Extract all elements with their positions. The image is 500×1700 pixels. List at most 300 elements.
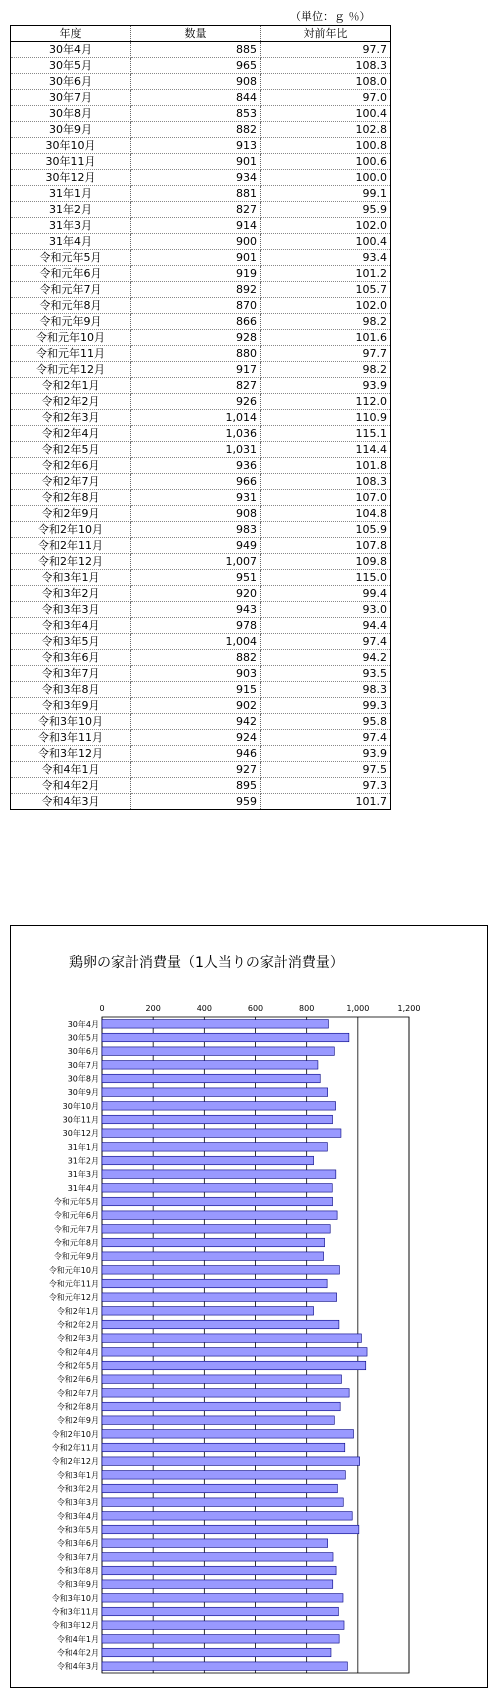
ratio-cell: 98.2 <box>261 314 391 330</box>
month-cell: 令和4年2月 <box>11 778 131 794</box>
category-label: 令和2年9月 <box>56 1416 99 1426</box>
quantity-cell: 943 <box>131 602 261 618</box>
ratio-cell: 109.8 <box>261 554 391 570</box>
category-label: 30年10月 <box>62 1101 99 1111</box>
bar <box>102 1375 341 1383</box>
table-row <box>11 90 391 106</box>
table-row <box>11 330 391 346</box>
header-ratio: 対前年比 <box>261 26 391 42</box>
month-cell: 30年9月 <box>11 122 131 138</box>
month-cell: 令和元年10月 <box>11 330 131 346</box>
quantity-cell: 934 <box>131 170 261 186</box>
quantity-cell: 915 <box>131 682 261 698</box>
table-row <box>11 394 391 410</box>
category-label: 31年4月 <box>67 1183 99 1193</box>
quantity-cell: 928 <box>131 330 261 346</box>
bar <box>102 1430 353 1438</box>
table-row <box>11 42 391 58</box>
quantity-cell: 931 <box>131 490 261 506</box>
bar <box>102 1266 339 1274</box>
category-label: 令和元年11月 <box>48 1279 99 1289</box>
bar <box>102 1621 344 1629</box>
ratio-cell: 112.0 <box>261 394 391 410</box>
table-row <box>11 378 391 394</box>
category-label: 令和3年8月 <box>56 1566 99 1576</box>
month-cell: 令和3年7月 <box>11 666 131 682</box>
category-label: 30年6月 <box>67 1047 99 1057</box>
quantity-cell: 908 <box>131 506 261 522</box>
table-row <box>11 538 391 554</box>
bar <box>102 1170 336 1178</box>
quantity-cell: 920 <box>131 586 261 602</box>
bar <box>102 1102 336 1110</box>
quantity-cell: 895 <box>131 778 261 794</box>
month-cell: 令和3年3月 <box>11 602 131 618</box>
quantity-cell: 926 <box>131 394 261 410</box>
table-row <box>11 346 391 362</box>
category-label: 令和3年1月 <box>56 1470 99 1480</box>
ratio-cell: 98.3 <box>261 682 391 698</box>
category-label: 30年7月 <box>67 1060 99 1070</box>
bar <box>102 1143 327 1151</box>
month-cell: 令和元年7月 <box>11 282 131 298</box>
quantity-cell: 844 <box>131 90 261 106</box>
category-label: 令和3年10月 <box>51 1593 99 1603</box>
chart-panel <box>10 925 488 1688</box>
quantity-cell: 892 <box>131 282 261 298</box>
month-cell: 令和3年10月 <box>11 714 131 730</box>
quantity-cell: 917 <box>131 362 261 378</box>
ratio-cell: 101.7 <box>261 794 391 810</box>
x-tick-label: 1,200 <box>397 1004 421 1013</box>
category-label: 令和3年7月 <box>56 1552 99 1562</box>
unit-label: （単位：ｇ ％） <box>290 10 371 23</box>
quantity-cell: 882 <box>131 650 261 666</box>
quantity-cell: 903 <box>131 666 261 682</box>
category-label: 令和3年6月 <box>56 1539 99 1549</box>
month-cell: 31年2月 <box>11 202 131 218</box>
quantity-cell: 900 <box>131 234 261 250</box>
month-cell: 令和2年9月 <box>11 506 131 522</box>
month-cell: 30年12月 <box>11 170 131 186</box>
category-label: 30年12月 <box>62 1129 99 1139</box>
x-tick-label: 800 <box>299 1004 315 1013</box>
bar <box>102 1293 337 1301</box>
ratio-cell: 108.3 <box>261 474 391 490</box>
month-cell: 令和元年11月 <box>11 346 131 362</box>
category-label: 令和元年8月 <box>53 1238 99 1248</box>
table-row <box>11 586 391 602</box>
month-cell: 令和2年10月 <box>11 522 131 538</box>
bar <box>102 1648 331 1656</box>
category-label: 令和元年10月 <box>48 1265 99 1275</box>
table-row <box>11 154 391 170</box>
bar <box>102 1115 333 1123</box>
table-row <box>11 442 391 458</box>
bar <box>102 1184 332 1192</box>
ratio-cell: 93.5 <box>261 666 391 682</box>
table-row <box>11 266 391 282</box>
ratio-cell: 94.2 <box>261 650 391 666</box>
ratio-cell: 108.0 <box>261 74 391 90</box>
ratio-cell: 101.8 <box>261 458 391 474</box>
month-cell: 令和元年9月 <box>11 314 131 330</box>
table-row <box>11 490 391 506</box>
quantity-cell: 946 <box>131 746 261 762</box>
quantity-cell: 951 <box>131 570 261 586</box>
table-row <box>11 218 391 234</box>
bar <box>102 1033 349 1041</box>
ratio-cell: 100.0 <box>261 170 391 186</box>
quantity-cell: 936 <box>131 458 261 474</box>
table-row <box>11 106 391 122</box>
table-row <box>11 698 391 714</box>
table-row <box>11 282 391 298</box>
x-tick-label: 200 <box>145 1004 161 1013</box>
category-label: 令和2年3月 <box>56 1334 99 1344</box>
table-row <box>11 602 391 618</box>
quantity-cell: 902 <box>131 698 261 714</box>
ratio-cell: 102.0 <box>261 218 391 234</box>
category-label: 令和4年1月 <box>56 1634 99 1644</box>
month-cell: 令和4年1月 <box>11 762 131 778</box>
month-cell: 令和3年5月 <box>11 634 131 650</box>
quantity-cell: 866 <box>131 314 261 330</box>
table-row <box>11 314 391 330</box>
category-label: 令和2年1月 <box>56 1306 99 1316</box>
table-row <box>11 186 391 202</box>
bar <box>102 1348 367 1356</box>
table-row <box>11 682 391 698</box>
month-cell: 令和3年8月 <box>11 682 131 698</box>
month-cell: 令和元年12月 <box>11 362 131 378</box>
quantity-cell: 853 <box>131 106 261 122</box>
quantity-cell: 1,004 <box>131 634 261 650</box>
table-row <box>11 554 391 570</box>
ratio-cell: 102.8 <box>261 122 391 138</box>
category-label: 令和3年2月 <box>56 1484 99 1494</box>
header-quantity: 数量 <box>131 26 261 42</box>
ratio-cell: 99.4 <box>261 586 391 602</box>
bar <box>102 1252 324 1260</box>
quantity-cell: 949 <box>131 538 261 554</box>
table-row <box>11 650 391 666</box>
quantity-cell: 924 <box>131 730 261 746</box>
x-tick-label: 0 <box>99 1004 105 1013</box>
table-row <box>11 474 391 490</box>
category-label: 令和2年11月 <box>51 1443 99 1453</box>
table-row <box>11 74 391 90</box>
quantity-cell: 1,036 <box>131 426 261 442</box>
category-label: 30年11月 <box>62 1115 99 1125</box>
month-cell: 30年10月 <box>11 138 131 154</box>
bar <box>102 1416 334 1424</box>
ratio-cell: 97.7 <box>261 346 391 362</box>
table-row <box>11 522 391 538</box>
table-row <box>11 666 391 682</box>
ratio-cell: 97.0 <box>261 90 391 106</box>
bar-chart <box>11 926 487 1687</box>
month-cell: 令和2年4月 <box>11 426 131 442</box>
x-tick-label: 600 <box>247 1004 264 1013</box>
bar <box>102 1607 338 1615</box>
bar <box>102 1279 327 1287</box>
category-label: 令和4年2月 <box>56 1648 99 1658</box>
ratio-cell: 97.4 <box>261 730 391 746</box>
ratio-cell: 105.9 <box>261 522 391 538</box>
table-header-row <box>11 26 391 42</box>
quantity-cell: 1,031 <box>131 442 261 458</box>
ratio-cell: 110.9 <box>261 410 391 426</box>
category-label: 令和元年12月 <box>48 1293 99 1303</box>
month-cell: 令和3年1月 <box>11 570 131 586</box>
ratio-cell: 114.4 <box>261 442 391 458</box>
bar <box>102 1484 337 1492</box>
month-cell: 令和2年11月 <box>11 538 131 554</box>
bar <box>102 1074 320 1082</box>
table-row <box>11 250 391 266</box>
bar <box>102 1129 341 1137</box>
month-cell: 令和元年6月 <box>11 266 131 282</box>
table-row <box>11 170 391 186</box>
table-row <box>11 506 391 522</box>
ratio-cell: 93.9 <box>261 378 391 394</box>
quantity-cell: 870 <box>131 298 261 314</box>
quantity-cell: 885 <box>131 42 261 58</box>
bar <box>102 1443 345 1451</box>
ratio-cell: 95.8 <box>261 714 391 730</box>
month-cell: 31年1月 <box>11 186 131 202</box>
ratio-cell: 93.0 <box>261 602 391 618</box>
quantity-cell: 919 <box>131 266 261 282</box>
table-row <box>11 458 391 474</box>
bar <box>102 1361 366 1369</box>
bar <box>102 1512 352 1520</box>
category-label: 令和2年6月 <box>56 1375 99 1385</box>
table-row <box>11 202 391 218</box>
table-row <box>11 426 391 442</box>
ratio-cell: 97.4 <box>261 634 391 650</box>
bar <box>102 1238 325 1246</box>
bar <box>102 1402 340 1410</box>
ratio-cell: 99.3 <box>261 698 391 714</box>
table-row <box>11 298 391 314</box>
month-cell: 令和2年12月 <box>11 554 131 570</box>
bar <box>102 1020 328 1028</box>
month-cell: 令和3年11月 <box>11 730 131 746</box>
header-month: 年度 <box>11 26 131 42</box>
quantity-cell: 882 <box>131 122 261 138</box>
bar <box>102 1457 360 1465</box>
ratio-cell: 93.4 <box>261 250 391 266</box>
category-label: 令和元年9月 <box>53 1252 99 1262</box>
ratio-cell: 108.3 <box>261 58 391 74</box>
quantity-cell: 942 <box>131 714 261 730</box>
bar <box>102 1211 337 1219</box>
table-row <box>11 762 391 778</box>
ratio-cell: 100.4 <box>261 234 391 250</box>
bar <box>102 1525 359 1533</box>
chart-title: 鶏卵の家計消費量（1人当りの家計消費量） <box>69 955 344 971</box>
quantity-cell: 978 <box>131 618 261 634</box>
quantity-cell: 983 <box>131 522 261 538</box>
bar <box>102 1566 336 1574</box>
ratio-cell: 101.2 <box>261 266 391 282</box>
bar <box>102 1047 334 1055</box>
category-label: 令和4年3月 <box>56 1662 99 1672</box>
consumption-table <box>10 25 390 810</box>
quantity-cell: 827 <box>131 202 261 218</box>
category-label: 令和2年10月 <box>51 1429 99 1439</box>
month-cell: 30年4月 <box>11 42 131 58</box>
bar <box>102 1635 339 1643</box>
category-label: 令和3年3月 <box>56 1498 99 1508</box>
ratio-cell: 94.4 <box>261 618 391 634</box>
quantity-cell: 901 <box>131 250 261 266</box>
data-table <box>10 25 391 810</box>
category-label: 31年3月 <box>67 1170 99 1180</box>
bar <box>102 1307 314 1315</box>
x-tick-label: 400 <box>196 1004 212 1013</box>
month-cell: 31年4月 <box>11 234 131 250</box>
table-row <box>11 138 391 154</box>
category-label: 令和3年12月 <box>51 1621 99 1631</box>
bar <box>102 1197 333 1205</box>
month-cell: 令和2年6月 <box>11 458 131 474</box>
quantity-cell: 965 <box>131 58 261 74</box>
month-cell: 30年8月 <box>11 106 131 122</box>
table-row <box>11 778 391 794</box>
month-cell: 令和2年1月 <box>11 378 131 394</box>
ratio-cell: 100.8 <box>261 138 391 154</box>
category-label: 令和2年4月 <box>56 1347 99 1357</box>
bar <box>102 1156 314 1164</box>
ratio-cell: 93.9 <box>261 746 391 762</box>
ratio-cell: 105.7 <box>261 282 391 298</box>
ratio-cell: 100.4 <box>261 106 391 122</box>
ratio-cell: 97.3 <box>261 778 391 794</box>
table-row <box>11 234 391 250</box>
category-label: 令和2年2月 <box>56 1320 99 1330</box>
category-label: 令和2年7月 <box>56 1388 99 1398</box>
category-label: 31年2月 <box>67 1156 99 1166</box>
bar <box>102 1580 333 1588</box>
bar <box>102 1594 343 1602</box>
table-row <box>11 730 391 746</box>
bar <box>102 1471 345 1479</box>
category-label: 令和3年5月 <box>56 1525 99 1535</box>
table-row <box>11 618 391 634</box>
table-row <box>11 634 391 650</box>
category-label: 30年5月 <box>67 1033 99 1043</box>
category-label: 30年8月 <box>67 1074 99 1084</box>
ratio-cell: 107.0 <box>261 490 391 506</box>
month-cell: 令和2年3月 <box>11 410 131 426</box>
ratio-cell: 100.6 <box>261 154 391 170</box>
month-cell: 令和3年6月 <box>11 650 131 666</box>
ratio-cell: 115.1 <box>261 426 391 442</box>
category-label: 31年1月 <box>67 1142 99 1152</box>
bar <box>102 1088 328 1096</box>
table-body <box>11 42 391 810</box>
month-cell: 令和2年7月 <box>11 474 131 490</box>
ratio-cell: 95.9 <box>261 202 391 218</box>
category-label: 30年9月 <box>67 1088 99 1098</box>
ratio-cell: 99.1 <box>261 186 391 202</box>
table-row <box>11 410 391 426</box>
quantity-cell: 881 <box>131 186 261 202</box>
ratio-cell: 98.2 <box>261 362 391 378</box>
category-label: 令和元年7月 <box>53 1224 99 1234</box>
ratio-cell: 115.0 <box>261 570 391 586</box>
month-cell: 30年5月 <box>11 58 131 74</box>
quantity-cell: 908 <box>131 74 261 90</box>
month-cell: 30年11月 <box>11 154 131 170</box>
quantity-cell: 966 <box>131 474 261 490</box>
quantity-cell: 959 <box>131 794 261 810</box>
month-cell: 30年7月 <box>11 90 131 106</box>
quantity-cell: 827 <box>131 378 261 394</box>
month-cell: 30年6月 <box>11 74 131 90</box>
month-cell: 令和元年8月 <box>11 298 131 314</box>
quantity-cell: 1,007 <box>131 554 261 570</box>
ratio-cell: 104.8 <box>261 506 391 522</box>
ratio-cell: 107.8 <box>261 538 391 554</box>
bar <box>102 1662 347 1670</box>
month-cell: 令和2年8月 <box>11 490 131 506</box>
category-label: 30年4月 <box>67 1019 99 1029</box>
bar <box>102 1320 339 1328</box>
category-label: 令和3年11月 <box>51 1607 99 1617</box>
x-tick-label: 1,000 <box>346 1004 370 1013</box>
month-cell: 令和3年2月 <box>11 586 131 602</box>
category-label: 令和3年4月 <box>56 1511 99 1521</box>
month-cell: 令和3年12月 <box>11 746 131 762</box>
category-label: 令和元年5月 <box>53 1197 99 1207</box>
quantity-cell: 901 <box>131 154 261 170</box>
quantity-cell: 927 <box>131 762 261 778</box>
bar <box>102 1389 349 1397</box>
table-row <box>11 58 391 74</box>
quantity-cell: 913 <box>131 138 261 154</box>
bar <box>102 1334 361 1342</box>
bar <box>102 1539 328 1547</box>
month-cell: 令和元年5月 <box>11 250 131 266</box>
bar <box>102 1225 330 1233</box>
ratio-cell: 101.6 <box>261 330 391 346</box>
quantity-cell: 914 <box>131 218 261 234</box>
table-row <box>11 570 391 586</box>
ratio-cell: 97.7 <box>261 42 391 58</box>
category-label: 令和2年5月 <box>56 1361 99 1371</box>
quantity-cell: 1,014 <box>131 410 261 426</box>
category-label: 令和2年8月 <box>56 1402 99 1412</box>
table-row <box>11 362 391 378</box>
month-cell: 令和3年4月 <box>11 618 131 634</box>
ratio-cell: 102.0 <box>261 298 391 314</box>
bar <box>102 1553 333 1561</box>
category-label: 令和元年6月 <box>53 1211 99 1221</box>
month-cell: 令和4年3月 <box>11 794 131 810</box>
month-cell: 令和2年5月 <box>11 442 131 458</box>
table-row <box>11 122 391 138</box>
month-cell: 令和2年2月 <box>11 394 131 410</box>
ratio-cell: 97.5 <box>261 762 391 778</box>
bar <box>102 1061 318 1069</box>
month-cell: 31年3月 <box>11 218 131 234</box>
table-row <box>11 794 391 810</box>
quantity-cell: 880 <box>131 346 261 362</box>
